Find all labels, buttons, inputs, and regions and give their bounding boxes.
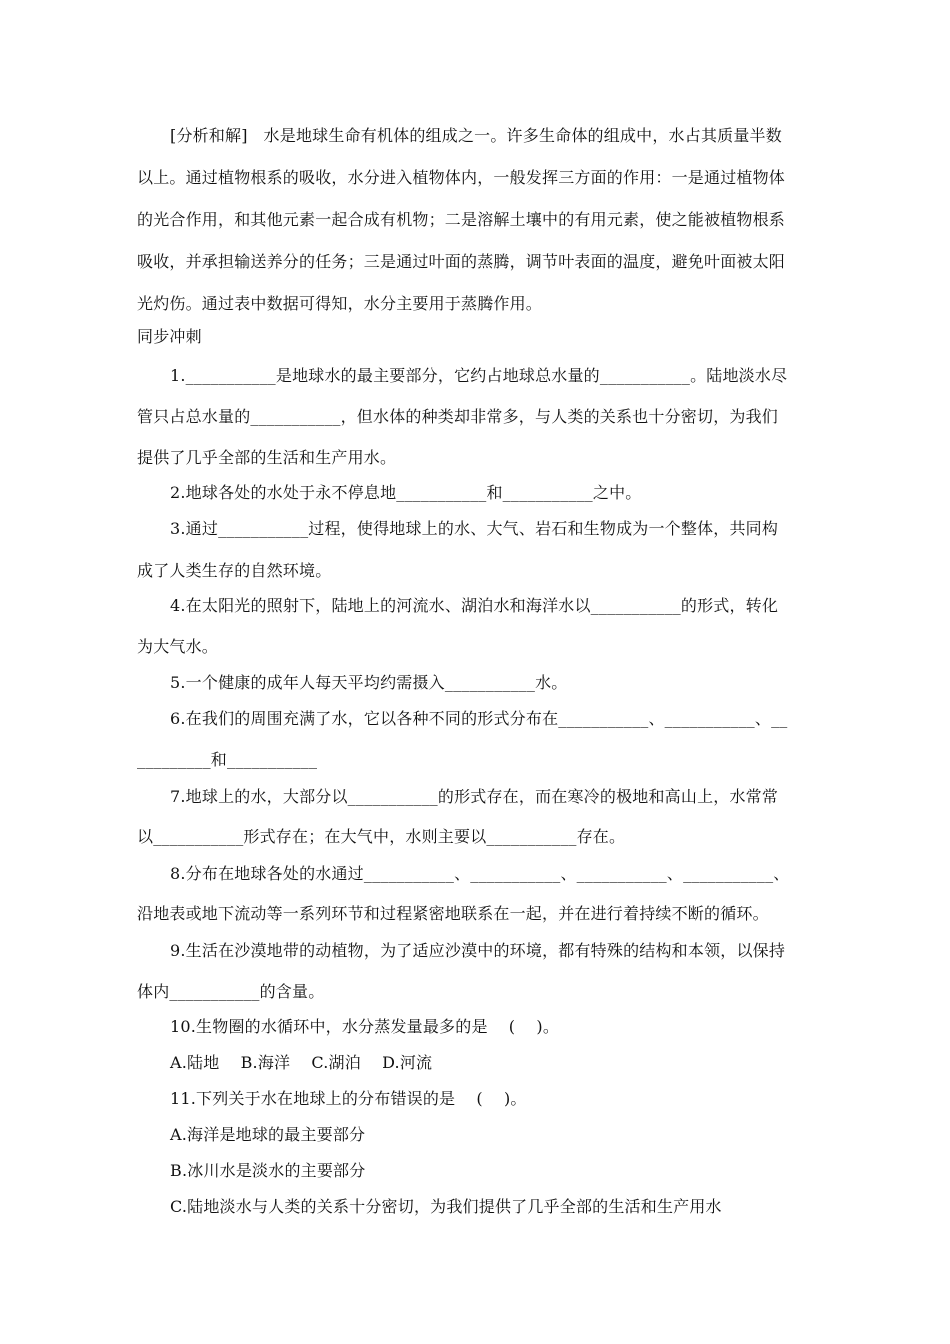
question-6-line: 6.在我们的周围充满了水，它以各种不同的形式分布在___________、___________、__ (170, 709, 788, 728)
analysis-line: 以上。通过植物根系的吸收，水分进入植物体内，一般发挥三方面的作用：一是通过植物体 (137, 168, 786, 187)
question-11-option-c: C.陆地淡水与人类的关系十分密切，为我们提供了几乎全部的生活和生产用水 (170, 1197, 722, 1216)
analysis-line: [分析和解] 水是地球生命有机体的组成之一。许多生命体的组成中，水占其质量半数 (170, 126, 782, 145)
analysis-line: 的光合作用，和其他元素一起合成有机物；二是溶解土壤中的有用元素，使之能被植物根系 (137, 210, 786, 229)
question-5-line: 5.一个健康的成年人每天平均约需摄入___________水。 (170, 673, 568, 692)
question-1-line: 管只占总水量的___________，但水体的种类却非常多，与人类的关系也十分密切，为我们 (137, 407, 779, 426)
question-4-line: 4.在太阳光的照射下，陆地上的河流水、湖泊水和海洋水以___________的形式，转化 (170, 596, 779, 615)
question-9-line: 9.生活在沙漠地带的动植物，为了适应沙漠中的环境，都有特殊的结构和本领，以保持 (170, 941, 786, 960)
question-3-line: 成了人类生存的自然环境。 (137, 561, 332, 580)
question-7-line: 以___________形式存在；在大气中，水则主要以___________存在。 (137, 827, 626, 846)
question-4-line: 为大气水。 (137, 637, 219, 656)
question-1-line: 提供了几乎全部的生活和生产用水。 (137, 448, 397, 467)
question-6-line: _________和___________ (137, 750, 318, 769)
question-1-line: 1.___________是地球水的最主要部分，它约占地球总水量的___________。陆地淡水尽 (170, 366, 788, 385)
question-11-option-b: B.冰川水是淡水的主要部分 (170, 1161, 366, 1180)
question-2-line: 2.地球各处的水处于永不停息地___________和___________之中。 (170, 483, 642, 502)
section-title: 同步冲刺 (137, 327, 202, 346)
question-11-option-a: A.海洋是地球的最主要部分 (170, 1125, 366, 1144)
question-10-line: 10.生物圈的水循环中，水分蒸发量最多的是 ( )。 (170, 1017, 560, 1036)
question-10-options: A.陆地 B.海洋 C.湖泊 D.河流 (170, 1053, 433, 1072)
analysis-line: 光灼伤。通过表中数据可得知，水分主要用于蒸腾作用。 (137, 294, 543, 313)
question-9-line: 体内___________的含量。 (137, 982, 325, 1001)
question-11-line: 11.下列关于水在地球上的分布错误的是 ( )。 (170, 1089, 527, 1108)
question-8-line: 8.分布在地球各处的水通过___________、___________、___________、___________、 (170, 864, 790, 883)
question-7-line: 7.地球上的水，大部分以___________的形式存在，而在寒冷的极地和高山上，水常常 (170, 787, 779, 806)
question-3-line: 3.通过___________过程，使得地球上的水、大气、岩石和生物成为一个整体，共同构 (170, 519, 779, 538)
question-8-line: 沿地表或地下流动等一系列环节和过程紧密地联系在一起，并在进行着持续不断的循环。 (137, 904, 769, 923)
analysis-line: 吸收，并承担输送养分的任务；三是通过叶面的蒸腾，调节叶表面的温度，避免叶面被太阳 (137, 252, 786, 271)
